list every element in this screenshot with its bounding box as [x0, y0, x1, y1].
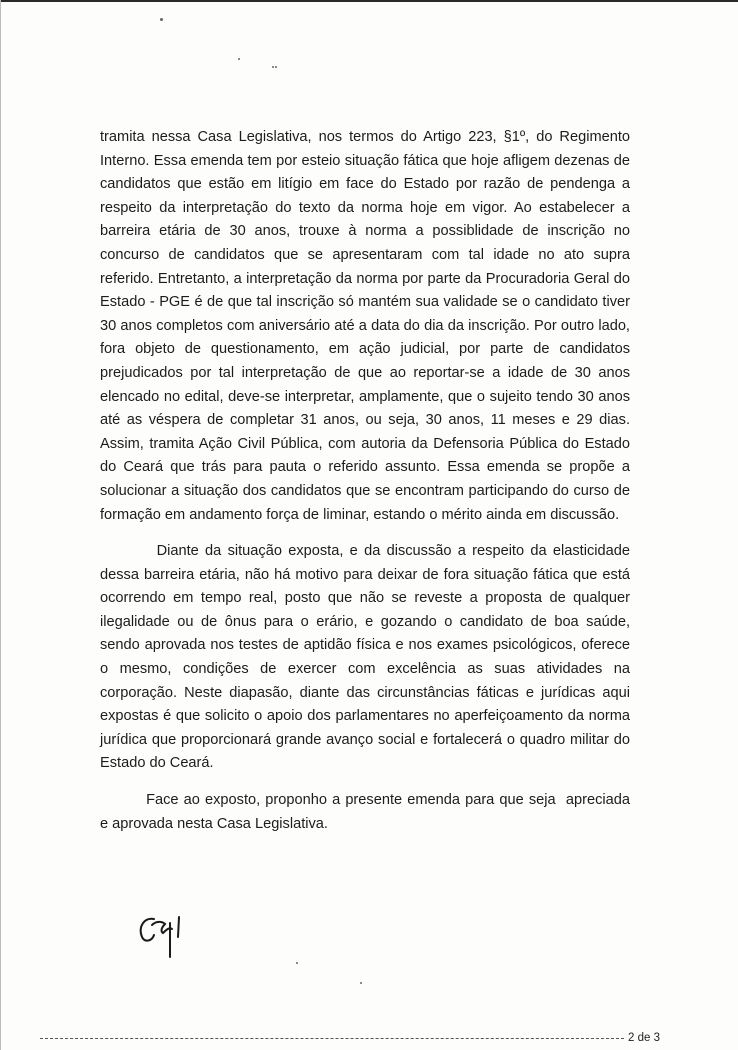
text-line: 30 anos completos com aniversário até a data do dia da inscrição. Por outro lado, [100, 317, 630, 334]
scan-speck [360, 982, 362, 984]
text-line: jurídica que proporcionará grande avanço social e fortalecerá o quadro militar do [100, 731, 630, 748]
text-line: até as véspera de completar 31 anos, ou seja, 30 anos, 11 meses e 29 dias. [100, 412, 630, 429]
text-line: corporação. Neste diapasão, diante das circunstâncias fáticas e jurídicas aqui [100, 684, 630, 701]
scan-left-edge [0, 0, 1, 1050]
text-line: ilegalidade ou de ônus para o erário, e gozando o candidato de boa saúde, [100, 613, 630, 630]
text-line: solucionar a situação dos candidatos que se encontram participando do curso de [100, 482, 630, 499]
text-line: fora objeto de questionamento, em ação judicial, por parte de candidatos [100, 341, 630, 358]
scan-speck [275, 66, 277, 68]
text-line: tramita nessa Casa Legislativa, nos termos do Artigo 223, §1º, do Regimento [100, 129, 630, 145]
text-line: Estado - PGE é de que tal inscrição só mantém sua validade se o candidato tiver [100, 294, 630, 311]
text-line: respeito da interpretação do texto da norma hoje em vigor. Ao estabelecer a [100, 199, 630, 216]
text-line: candidatos que estão em litígio em face do Estado por razão de pendenga a [100, 176, 630, 193]
text-line: prejudicados por tal interpretação de que ao reportar-se a idade de 30 anos [100, 364, 630, 381]
body-text [100, 126, 630, 836]
footer-rule [40, 1038, 624, 1039]
text-line: expostas é que solicito o apoio dos parlamentares no aperfeiçoamento da norma [100, 708, 630, 725]
text-line: Estado do Ceará. [100, 755, 214, 772]
scan-top-edge [0, 0, 738, 2]
page-number: 2 de 3 [628, 1032, 660, 1044]
paragraph-2 [100, 540, 630, 776]
text-line: dessa barreira etária, não há motivo para deixar de fora situação fática que está [100, 566, 630, 583]
paragraph-3 [100, 789, 630, 836]
text-line: Assim, tramita Ação Civil Pública, com autoria da Defensoria Pública do Estado [100, 435, 630, 452]
text-line: Interno. Essa emenda tem por esteio situação fática que hoje afligem dezenas de [100, 152, 630, 169]
text-line: ocorrendo em tempo real, posto que não se reveste a proposta de qualquer [100, 590, 630, 607]
text-line: Face ao exposto, proponho a presente emenda para que seja apreciada [100, 792, 630, 809]
paragraph-gap [100, 776, 630, 789]
scan-speck [238, 58, 240, 60]
scan-speck [160, 18, 163, 21]
paragraph-1 [100, 126, 630, 527]
handwritten-signature-icon [132, 905, 202, 965]
text-line: o mesmo, condições de exercer com excelência as suas atividades na [100, 661, 630, 678]
text-line: formação em andamento força de liminar, estando o mérito ainda em discussão. [100, 506, 620, 523]
text-line: barreira etária de 30 anos, trouxe à norma a possiblidade de inscrição no [100, 223, 630, 240]
scan-speck [296, 962, 298, 964]
scan-speck [272, 66, 274, 68]
text-line: e aprovada nesta Casa Legislativa. [100, 815, 328, 832]
text-line: elencado no edital, deve-se interpretar, amplamente, que o sujeito tendo 30 anos [100, 388, 630, 405]
text-line: Diante da situação exposta, e da discussão a respeito da elasticidade [100, 543, 630, 560]
paragraph-gap [100, 527, 630, 540]
text-line: sendo aprovada nos testes de aptidão física e nos exames psicológicos, oferece [100, 637, 630, 654]
text-line: referido. Entretanto, a interpretação da norma por parte da Procuradoria Geral do [100, 270, 630, 287]
text-line: concurso de candidatos que se apresentaram com tal idade no ato supra [100, 246, 630, 263]
text-line: do Ceará que trás para pauta o referido assunto. Essa emenda se propõe a [100, 459, 630, 476]
